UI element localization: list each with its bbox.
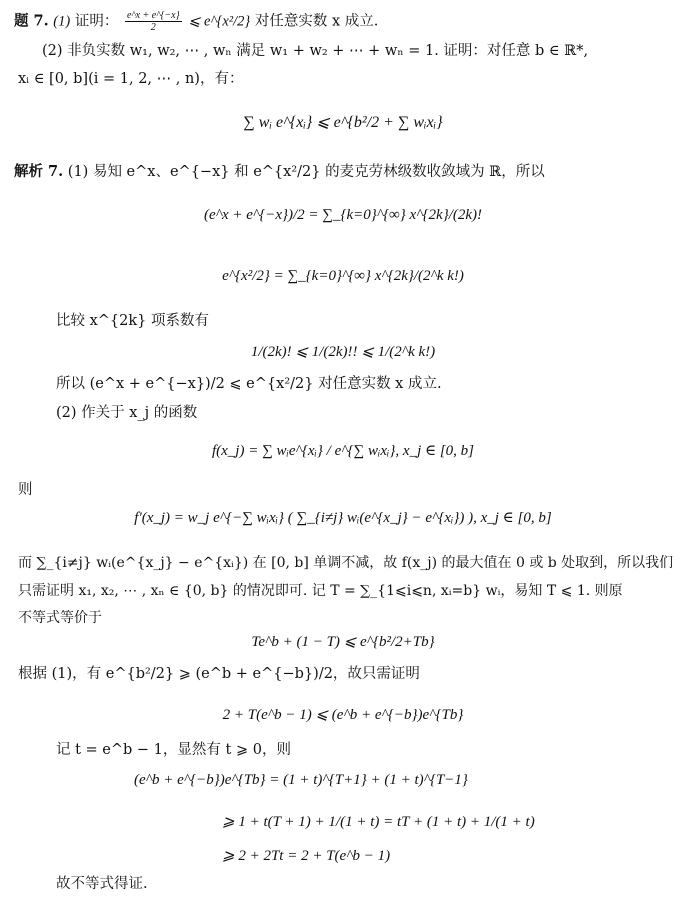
series-1: (e^x + e^{−x})/2 = ∑_{k=0}^{∞} x^{2k}/(2k)! [204,207,482,223]
paragraph-line-1: 而 ∑_{i≠j} wᵢ(e^{x_j} − e^{xᵢ}) 在 [0, b] 单调不减，故 f(x_j) 的最大值在 0 或 b 处取到，所以我们 [18,555,674,571]
problem-part2-line1: (2) 非负实数 w₁, w₂, ⋯ , wₙ 满足 w₁ + w₂ + ⋯ + wₙ = 1. 证明：对任意 b ∈ ℝ*, [42,43,589,59]
paragraph-line-2: 只需证明 x₁, x₂, ⋯ , xₙ ∈ {0, b} 的情况即可. 记 T = ∑_{1⩽i⩽n, xᵢ=b} wᵢ，易知 T ⩽ 1. 则原 [18,583,623,599]
part1-tag: (1) [53,13,71,30]
problem-label: 题 7. [14,12,49,30]
conclude-part1: 所以 (e^x + e^{−x})/2 ⩽ e^{x²/2} 对任意实数 x 成立. [56,376,442,392]
chain-step-3: ⩾ 2 + 2Tt = 2 + T(e^b − 1) [222,848,391,864]
problem-tail: 对任意实数 x 成立. [254,13,379,30]
proof-end: 故不等式得证. [56,876,148,892]
chain-step-2: ⩾ 1 + t(T + 1) + 1/(1 + t) = tT + (1 + t) + 1/(1 + t) [222,814,535,830]
by-part1-line: 根据 (1)，有 e^{b²/2} ⩾ (e^b + e^{−b})/2，故只需证明 [18,666,420,682]
series-2: e^{x²/2} = ∑_{k=0}^{∞} x^{2k}/(2^k k!) [222,268,464,284]
problem-part2-line2: xᵢ ∈ [0, b](i = 1, 2, ⋯ , n)，有： [18,71,244,87]
f-definition: f(x_j) = ∑ wᵢe^{xᵢ} / e^{∑ wᵢxᵢ}, x_j ∈ [0, b] [211,443,475,459]
compare-line: 比较 x^{2k} 项系数有 [56,313,210,329]
problem-rhs: ⩽ e^{x²/2} [188,13,251,30]
f-prime: f′(x_j) = w_j e^{−∑ wᵢxᵢ} ( ∑_{i≠j} wᵢ(e^{x_j} − e^{xᵢ}) ), x_j ∈ [0, b] [134,510,552,526]
solution-label: 解析 7. [14,163,64,180]
let-t-line: 记 t = e^b − 1，显然有 t ⩾ 0，则 [56,742,291,758]
problem-inequality: ∑ wᵢ e^{xᵢ} ⩽ e^{b²/2 + ∑ wᵢxᵢ} [243,114,443,131]
equivalent-inequality: Te^b + (1 − T) ⩽ e^{b²/2+Tb} [251,634,435,650]
part2-intro: (2) 作关于 x_j 的函数 [56,405,198,421]
problem-line-1 [14,10,378,33]
coef-inequality: 1/(2k)! ⩽ 1/(2k)!! ⩽ 1/(2^k k!) [250,344,436,360]
inline-fraction: $\frac{e\^{}x + e\^{}\{-x\}}{2}$ [126,10,180,33]
solution-intro: (1) 易知 e^x、e^{−x} 和 e^{x²/2} 的麦克劳林级数收敛域为 ℝ，所以 [67,164,545,180]
then-word: 则 [18,482,33,498]
need-to-prove: 2 + T(e^b − 1) ⩽ (e^b + e^{−b})e^{Tb} [222,707,464,723]
solution-intro-line [14,162,545,182]
chain-step-1: (e^b + e^{−b})e^{Tb} = (1 + t)^{T+1} + (1 + t)^{T−1} [134,772,468,788]
paragraph-line-3: 不等式等价于 [18,610,102,626]
prove-word: 证明： [74,13,119,30]
